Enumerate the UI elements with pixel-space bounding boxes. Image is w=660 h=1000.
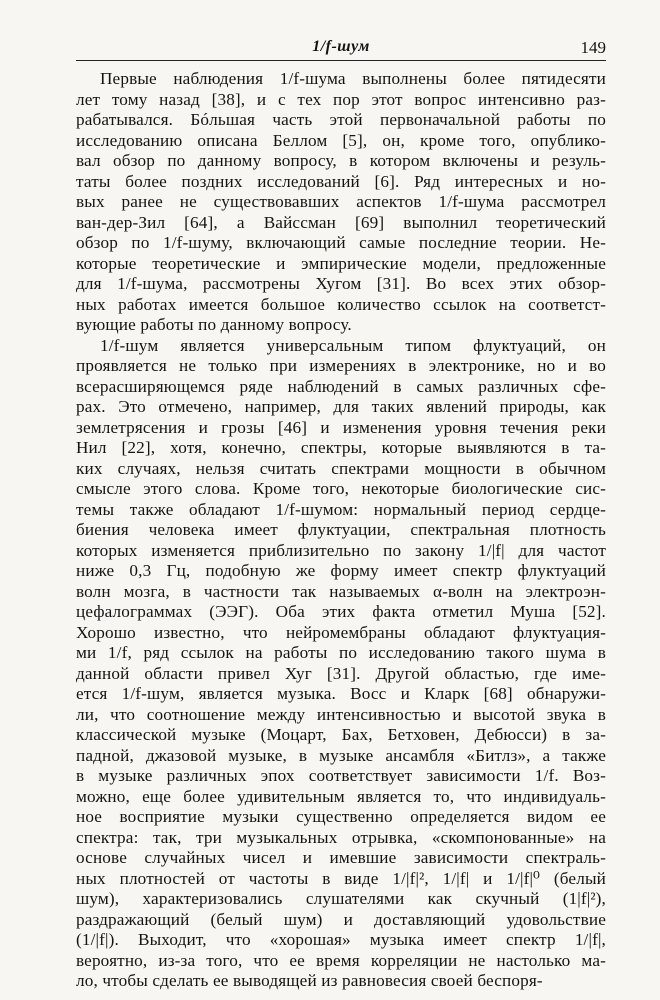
text-line: ло, чтобы сделать ее выводящей из равновесия своей беспоря- (76, 971, 543, 990)
text-line: данной области привел Хуг [31]. Другой областью, где име- (76, 663, 606, 683)
text-line: ван-дер-Зил [64], а Вайссман [69] выполнил теоретический (76, 212, 606, 232)
running-title: 1/f-шум (312, 38, 370, 55)
text-line: ниже 0,3 Гц, подобную же форму имеет спектр флуктуаций (76, 561, 606, 580)
text-line: ется 1/f-шум, является музыка. Восс и Кларк [68] обнаружи- (76, 684, 606, 703)
text-line: ных работах имеется большое количество ссылок на соответст- (76, 294, 606, 314)
text-line: цефалограммах (ЭЭГ). Оба этих факта отметил Муша [52]. (76, 602, 606, 621)
text-line: 1/f-шум является универсальным типом флуктуаций, он (100, 335, 606, 355)
text-line: (1/|f|). Выходит, что «хорошая» музыка имеет спектр 1/|f|, (76, 930, 606, 949)
text-line: вых ранее не существовавших аспектов 1/f-шума рассмотрел (76, 192, 606, 211)
text-line: спектра: так, три музыкальных отрывка, «скомпонованные» на (76, 827, 606, 847)
text-line: лет тому назад [38], и с тех пор этот вопрос интенсивно раз- (76, 89, 606, 109)
text-line: Хорошо известно, что нейромембраны обладают флуктуация- (76, 622, 606, 642)
paragraph (76, 69, 606, 336)
text-line: для 1/f-шума, рассмотрены Хугом [31]. Во всех этих обзор- (76, 274, 606, 293)
text-line: рабатывался. Бóльшая часть этой первоначальной работы по (76, 110, 606, 129)
header-rule (76, 60, 606, 61)
text-line: в музыке различных эпох соответствует зависимости 1/f. Воз- (76, 766, 606, 785)
text-line: биения человека имеет флуктуации, спектральная плотность (76, 520, 606, 539)
text-line: рах. Это отмечено, например, для таких явлений природы, как (76, 397, 606, 416)
text-line: ное восприятие музыки существенно определяется видом ее (76, 807, 606, 826)
text-line: проявляется не только при измерениях в электронике, но и во (76, 356, 606, 375)
text-line: обзор по 1/f-шуму, включающий самые последние теории. Не- (76, 233, 606, 252)
text-line: вал обзор по данному вопросу, в котором включены и резуль- (76, 151, 606, 170)
text-line: Первые наблюдения 1/f-шума выполнены более пятидесяти (100, 69, 606, 88)
text-line: вероятно, из-за того, что ее время корреляции не настолько ма- (76, 950, 606, 970)
page-number: 149 (580, 38, 606, 57)
text-line: ли, что соотношение между интенсивностью и высотой звука в (76, 704, 606, 724)
text-line: вующие работы по данному вопросу. (76, 315, 352, 334)
text-line: падной, джазовой музыке, в музыке ансамбля «Битлз», а также (76, 745, 606, 765)
text-line: темы также обладают 1/f-шумом: нормальный период сердце- (76, 499, 606, 519)
text-line: таты более поздних исследований [6]. Ряд интересных и но- (76, 171, 606, 191)
text-line: ми 1/f, ряд ссылок на работы по исследованию такого шума в (76, 643, 606, 662)
text-line: можно, еще более удивительным является то, что индивидуаль- (76, 786, 606, 806)
text-line: классической музыке (Моцарт, Бах, Бетховен, Дебюсси) в за- (76, 725, 606, 744)
text-line: волн мозга, в частности так называемых α-волн на электроэн- (76, 581, 606, 601)
text-line: ных плотностей от частоты в виде 1/|f|², 1/|f| и 1/|f|⁰ (белый (76, 868, 606, 888)
text-line: смысле этого слова. Кроме того, некоторые биологические сис- (76, 479, 606, 498)
text-line: исследованию описана Беллом [5], он, кроме того, опублико- (76, 130, 606, 150)
running-head (76, 32, 606, 60)
text-line: землетрясения и грозы [46] и изменения уровня течения реки (76, 417, 606, 437)
paragraph (76, 336, 606, 992)
text-line: всерасширяющемся ряде наблюдений в самых различных сфе- (76, 376, 606, 396)
body-text (76, 69, 606, 992)
text-line: которых изменяется приблизительно по закону 1/|f| для частот (76, 540, 606, 560)
text-line: шум), характеризовались слушателями как скучный (1|f|²), (76, 889, 606, 908)
text-line: которые теоретические и эмпирические модели, предложенные (76, 253, 606, 273)
text-line: ких случаях, нельзя считать спектрами мощности в обычном (76, 458, 606, 478)
text-line: Нил [22], хотя, конечно, спектры, которые выявляются в та- (76, 438, 606, 457)
text-line: основе случайных чисел и имевшие зависимости спектраль- (76, 848, 606, 867)
text-line: раздражающий (белый шум) и доставляющий удовольствие (76, 909, 606, 929)
